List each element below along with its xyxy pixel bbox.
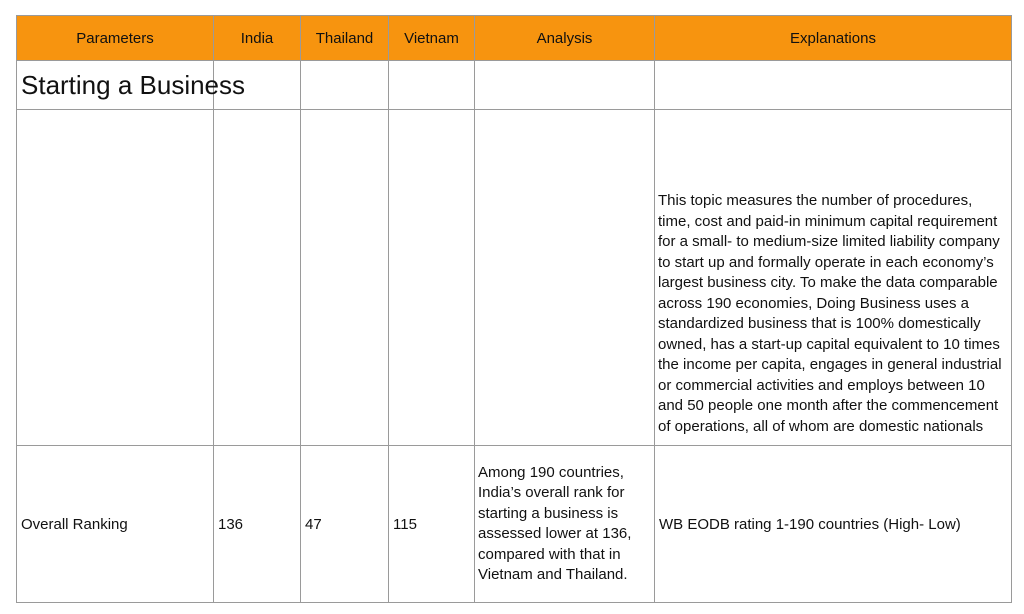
thailand-rank-cell: 47 bbox=[301, 446, 389, 603]
vietnam-rank-cell: 115 bbox=[389, 446, 475, 603]
empty-cell bbox=[475, 61, 655, 110]
topic-explanation-row bbox=[17, 110, 1012, 446]
empty-cell bbox=[389, 61, 475, 110]
header-india: India bbox=[214, 16, 301, 61]
empty-cell bbox=[301, 61, 389, 110]
topic-explanation: This topic measures the number of procedures, time, cost and paid-in minimum capital requirement for a small- to medium-size limited liability company to start up and formally operate in each economy’s largest business city. To make the data comparable across 190 economies, Doing Business uses a standardized business that is 100% domestically owned, has a start-up capital equivalent to 10 times the income per capita, engages in general industrial or commercial activities and employs between 10 and 50 people one month after the commencement of operations, all of whom are domestic nationals bbox=[655, 110, 1012, 446]
empty-cell bbox=[214, 110, 301, 446]
empty-cell bbox=[17, 110, 214, 446]
header-row bbox=[17, 16, 1012, 61]
empty-cell bbox=[655, 61, 1012, 110]
empty-cell bbox=[389, 110, 475, 446]
empty-cell bbox=[301, 110, 389, 446]
header-parameters: Parameters bbox=[17, 16, 214, 61]
header-analysis: Analysis bbox=[475, 16, 655, 61]
parameter-cell: Overall Ranking bbox=[17, 446, 214, 603]
header-explanations: Explanations bbox=[655, 16, 1012, 61]
analysis-cell: Among 190 countries, India’s overall rank for starting a business is assessed lower at 136, compared with that in Vietnam and Thailand. bbox=[475, 446, 655, 603]
empty-cell bbox=[475, 110, 655, 446]
section-row bbox=[17, 61, 1012, 110]
india-rank-cell: 136 bbox=[214, 446, 301, 603]
overall-ranking-row bbox=[17, 446, 1012, 603]
explanation-cell: WB EODB rating 1-190 countries (High- Low) bbox=[655, 446, 1012, 603]
comparison-table bbox=[16, 15, 1012, 603]
header-vietnam: Vietnam bbox=[389, 16, 475, 61]
header-thailand: Thailand bbox=[301, 16, 389, 61]
section-title: Starting a Business bbox=[17, 61, 214, 110]
